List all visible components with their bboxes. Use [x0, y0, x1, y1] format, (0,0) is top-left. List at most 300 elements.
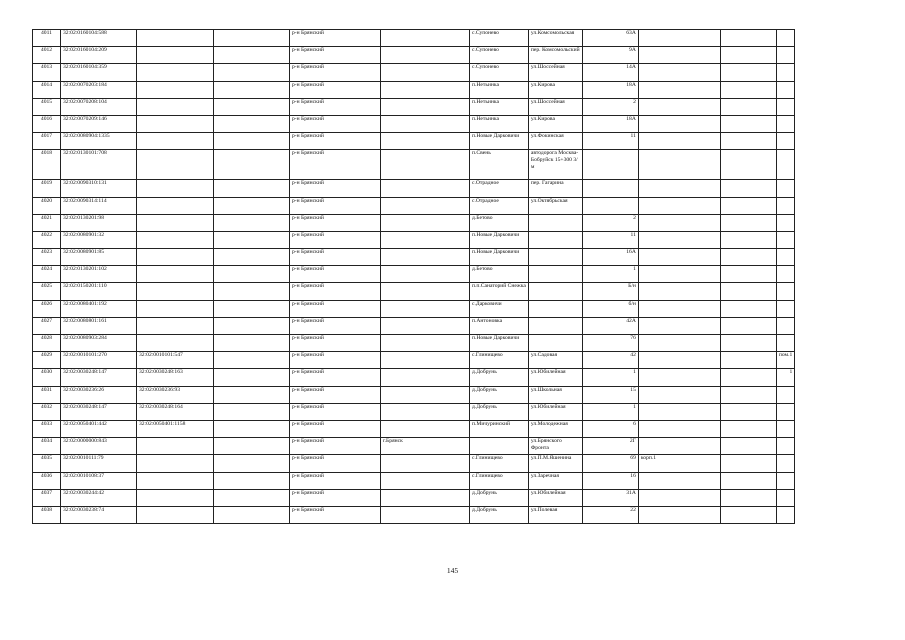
- settlement: п.Новые Дарковичи: [470, 335, 529, 352]
- building-extra: [638, 438, 720, 455]
- cadastral-number-2: [137, 438, 214, 455]
- settlement: п.Новые Дарковичи: [470, 249, 529, 266]
- row-id: 4022: [33, 231, 61, 248]
- house-number: 42А: [582, 317, 638, 334]
- district: р-н Брянский: [290, 180, 381, 197]
- empty-cell: [720, 150, 776, 180]
- house-number: 15: [582, 386, 638, 403]
- district: р-н Брянский: [290, 386, 381, 403]
- table-row: [33, 30, 795, 47]
- empty-cell: [720, 369, 776, 386]
- cadastral-number-2: [137, 231, 214, 248]
- row-id: 4033: [33, 420, 61, 437]
- building-extra: [638, 180, 720, 197]
- street: [528, 300, 582, 317]
- district: р-н Брянский: [290, 506, 381, 523]
- cadastral-number: 32:02:0030248:147: [61, 369, 137, 386]
- city: [381, 420, 470, 437]
- district: р-н Брянский: [290, 420, 381, 437]
- empty-cell: [720, 386, 776, 403]
- table-row: [33, 420, 795, 437]
- row-id: 4014: [33, 81, 61, 98]
- empty-cell: [214, 266, 290, 283]
- empty-cell: [214, 335, 290, 352]
- street: ул.Комсомольская: [528, 30, 582, 47]
- street: ул.Школьная: [528, 386, 582, 403]
- city: [381, 64, 470, 81]
- district: р-н Брянский: [290, 335, 381, 352]
- cadastral-number: 32:02:0130101:708: [61, 150, 137, 180]
- city: [381, 335, 470, 352]
- table-row: [33, 150, 795, 180]
- street: ул.Кирова: [528, 115, 582, 132]
- house-number: [582, 150, 638, 180]
- table-row: [33, 81, 795, 98]
- premises-number: [776, 47, 794, 64]
- empty-cell: [720, 214, 776, 231]
- cadastral-number-2: 32:02:0050401:1158: [137, 420, 214, 437]
- premises-number: [776, 403, 794, 420]
- cadastral-number-2: [137, 81, 214, 98]
- house-number: 2: [582, 214, 638, 231]
- district: р-н Брянский: [290, 30, 381, 47]
- district: р-н Брянский: [290, 214, 381, 231]
- empty-cell: [214, 472, 290, 489]
- house-number: 18А: [582, 115, 638, 132]
- property-register-table: [32, 29, 795, 524]
- settlement: д.Добрунь: [470, 506, 529, 523]
- cadastral-number-2: [137, 472, 214, 489]
- cadastral-number: 32:02:0150201:110: [61, 283, 137, 300]
- house-number: 2: [582, 98, 638, 115]
- table-row: [33, 506, 795, 523]
- settlement: д.Добрунь: [470, 386, 529, 403]
- empty-cell: [720, 455, 776, 472]
- house-number: 11: [582, 231, 638, 248]
- table-row: [33, 283, 795, 300]
- settlement: п.Новые Дарковичи: [470, 133, 529, 150]
- empty-cell: [214, 64, 290, 81]
- row-id: 4017: [33, 133, 61, 150]
- house-number: [582, 180, 638, 197]
- cadastral-number-2: [137, 197, 214, 214]
- empty-cell: [720, 115, 776, 132]
- table-row: [33, 438, 795, 455]
- cadastral-number: 32:02:0010111:79: [61, 455, 137, 472]
- house-number: 31А: [582, 489, 638, 506]
- empty-cell: [214, 455, 290, 472]
- table-row: [33, 197, 795, 214]
- cadastral-number-2: [137, 249, 214, 266]
- cadastral-number-2: [137, 489, 214, 506]
- building-extra: [638, 231, 720, 248]
- empty-cell: [214, 231, 290, 248]
- street: пер. Гагарина: [528, 180, 582, 197]
- premises-number: [776, 231, 794, 248]
- cadastral-number: 32:02:0130201:102: [61, 266, 137, 283]
- row-id: 4018: [33, 150, 61, 180]
- register-sheet: [32, 29, 795, 524]
- house-number: 1: [582, 369, 638, 386]
- street: ул.Брянского Фронта: [528, 438, 582, 455]
- table-row: [33, 352, 795, 369]
- cadastral-number-2: 32:02:0030248:164: [137, 403, 214, 420]
- cadastral-number-2: 32:02:0030248:163: [137, 369, 214, 386]
- empty-cell: [214, 506, 290, 523]
- empty-cell: [214, 30, 290, 47]
- empty-cell: [720, 64, 776, 81]
- empty-cell: [214, 214, 290, 231]
- cadastral-number: 32:02:0070203:184: [61, 81, 137, 98]
- table-row: [33, 489, 795, 506]
- cadastral-number: 32:02:0080401:192: [61, 300, 137, 317]
- cadastral-number: 32:02:0070209:146: [61, 115, 137, 132]
- street: [528, 335, 582, 352]
- district: р-н Брянский: [290, 317, 381, 334]
- cadastral-number-2: [137, 64, 214, 81]
- row-id: 4026: [33, 300, 61, 317]
- house-number: 18А: [582, 81, 638, 98]
- settlement: с.Супонево: [470, 64, 529, 81]
- cadastral-number-2: [137, 283, 214, 300]
- settlement: д.Добрунь: [470, 369, 529, 386]
- building-extra: [638, 489, 720, 506]
- city: [381, 300, 470, 317]
- premises-number: [776, 30, 794, 47]
- house-number: 42: [582, 352, 638, 369]
- cadastral-number: 32:02:0030236:26: [61, 386, 137, 403]
- premises-number: [776, 214, 794, 231]
- cadastral-number: 32:02:0160104:588: [61, 30, 137, 47]
- house-number: 1: [582, 266, 638, 283]
- empty-cell: [720, 47, 776, 64]
- building-extra: [638, 420, 720, 437]
- settlement: д.Добрунь: [470, 489, 529, 506]
- cadastral-number-2: [137, 214, 214, 231]
- premises-number: [776, 115, 794, 132]
- district: р-н Брянский: [290, 47, 381, 64]
- house-number: 14А: [582, 64, 638, 81]
- empty-cell: [720, 335, 776, 352]
- building-extra: [638, 214, 720, 231]
- cadastral-number: 32:02:0000000:843: [61, 438, 137, 455]
- premises-number: [776, 455, 794, 472]
- cadastral-number-2: [137, 115, 214, 132]
- row-id: 4023: [33, 249, 61, 266]
- premises-number: [776, 81, 794, 98]
- settlement: п.Свень: [470, 150, 529, 180]
- city: [381, 115, 470, 132]
- empty-cell: [214, 150, 290, 180]
- row-id: 4011: [33, 30, 61, 47]
- table-body: [33, 30, 795, 524]
- empty-cell: [720, 180, 776, 197]
- street: ул.Шоссейная: [528, 98, 582, 115]
- building-extra: [638, 300, 720, 317]
- table-row: [33, 133, 795, 150]
- street: ул.Фокинская: [528, 133, 582, 150]
- empty-cell: [720, 438, 776, 455]
- building-extra: [638, 317, 720, 334]
- building-extra: [638, 30, 720, 47]
- empty-cell: [720, 266, 776, 283]
- row-id: 4030: [33, 369, 61, 386]
- house-number: 16А: [582, 249, 638, 266]
- empty-cell: [214, 81, 290, 98]
- house-number: 1: [582, 403, 638, 420]
- house-number: 69: [582, 455, 638, 472]
- empty-cell: [214, 47, 290, 64]
- house-number: 16: [582, 472, 638, 489]
- premises-number: [776, 180, 794, 197]
- district: р-н Брянский: [290, 455, 381, 472]
- city: [381, 249, 470, 266]
- cadastral-number: 32:02:0090314:114: [61, 197, 137, 214]
- settlement: с.Отрадное: [470, 180, 529, 197]
- building-extra: [638, 266, 720, 283]
- settlement: с.Глинищево: [470, 455, 529, 472]
- empty-cell: [720, 283, 776, 300]
- settlement: с.Супонево: [470, 30, 529, 47]
- building-extra: [638, 283, 720, 300]
- row-id: 4016: [33, 115, 61, 132]
- premises-number: [776, 317, 794, 334]
- table-row: [33, 386, 795, 403]
- district: р-н Брянский: [290, 150, 381, 180]
- city: г.Брянск: [381, 438, 470, 455]
- street: [528, 249, 582, 266]
- street: ул.Садовая: [528, 352, 582, 369]
- cadastral-number-2: [137, 30, 214, 47]
- street: ул.Кирова: [528, 81, 582, 98]
- premises-number: [776, 266, 794, 283]
- house-number: 9А: [582, 47, 638, 64]
- settlement: д.Бетово: [470, 266, 529, 283]
- city: [381, 266, 470, 283]
- table-row: [33, 249, 795, 266]
- table-row: [33, 455, 795, 472]
- empty-cell: [720, 133, 776, 150]
- building-extra: [638, 81, 720, 98]
- empty-cell: [214, 180, 290, 197]
- building-extra: [638, 369, 720, 386]
- settlement: д.Добрунь: [470, 403, 529, 420]
- building-extra: корп.1: [638, 455, 720, 472]
- row-id: 4037: [33, 489, 61, 506]
- table-row: [33, 47, 795, 64]
- premises-number: [776, 472, 794, 489]
- cadastral-number: 32:02:0160104:359: [61, 64, 137, 81]
- table-row: [33, 300, 795, 317]
- district: р-н Брянский: [290, 472, 381, 489]
- premises-number: 1: [776, 369, 794, 386]
- district: р-н Брянский: [290, 403, 381, 420]
- premises-number: [776, 283, 794, 300]
- city: [381, 489, 470, 506]
- settlement: с.Глинищево: [470, 472, 529, 489]
- empty-cell: [214, 98, 290, 115]
- row-id: 4029: [33, 352, 61, 369]
- empty-cell: [720, 197, 776, 214]
- building-extra: [638, 472, 720, 489]
- settlement: с.Глинищево: [470, 352, 529, 369]
- district: р-н Брянский: [290, 369, 381, 386]
- building-extra: [638, 506, 720, 523]
- empty-cell: [214, 197, 290, 214]
- empty-cell: [214, 249, 290, 266]
- cadastral-number-2: [137, 317, 214, 334]
- city: [381, 386, 470, 403]
- street: [528, 214, 582, 231]
- empty-cell: [720, 300, 776, 317]
- table-row: [33, 403, 795, 420]
- cadastral-number-2: [137, 133, 214, 150]
- district: р-н Брянский: [290, 489, 381, 506]
- premises-number: [776, 98, 794, 115]
- district: р-н Брянский: [290, 115, 381, 132]
- empty-cell: [720, 352, 776, 369]
- building-extra: [638, 335, 720, 352]
- building-extra: [638, 386, 720, 403]
- city: [381, 352, 470, 369]
- house-number: 22: [582, 506, 638, 523]
- row-id: 4024: [33, 266, 61, 283]
- cadastral-number-2: [137, 300, 214, 317]
- row-id: 4034: [33, 438, 61, 455]
- district: р-н Брянский: [290, 231, 381, 248]
- premises-number: [776, 438, 794, 455]
- table-row: [33, 64, 795, 81]
- empty-cell: [214, 386, 290, 403]
- house-number: 2Г: [582, 438, 638, 455]
- building-extra: [638, 64, 720, 81]
- table-row: [33, 317, 795, 334]
- street: [528, 266, 582, 283]
- settlement: с.Супонево: [470, 47, 529, 64]
- city: [381, 133, 470, 150]
- premises-number: [776, 150, 794, 180]
- cadastral-number-2: [137, 98, 214, 115]
- settlement: п.п.Санаторий Снежка: [470, 283, 529, 300]
- cadastral-number: 32:02:0070208:104: [61, 98, 137, 115]
- table-row: [33, 335, 795, 352]
- city: [381, 30, 470, 47]
- city: [381, 180, 470, 197]
- empty-cell: [720, 249, 776, 266]
- empty-cell: [720, 98, 776, 115]
- empty-cell: [214, 420, 290, 437]
- premises-number: [776, 197, 794, 214]
- cadastral-number: 32:02:0090310:131: [61, 180, 137, 197]
- city: [381, 98, 470, 115]
- row-id: 4035: [33, 455, 61, 472]
- district: р-н Брянский: [290, 283, 381, 300]
- table-row: [33, 266, 795, 283]
- cadastral-number: 32:02:0080903:284: [61, 335, 137, 352]
- city: [381, 472, 470, 489]
- district: р-н Брянский: [290, 98, 381, 115]
- row-id: 4013: [33, 64, 61, 81]
- empty-cell: [214, 438, 290, 455]
- empty-cell: [214, 317, 290, 334]
- row-id: 4027: [33, 317, 61, 334]
- district: р-н Брянский: [290, 197, 381, 214]
- cadastral-number-2: [137, 455, 214, 472]
- table-row: [33, 472, 795, 489]
- building-extra: [638, 133, 720, 150]
- settlement: с.Отрадное: [470, 197, 529, 214]
- empty-cell: [214, 369, 290, 386]
- table-row: [33, 214, 795, 231]
- street: ул.Октябрьская: [528, 197, 582, 214]
- building-extra: [638, 115, 720, 132]
- building-extra: [638, 249, 720, 266]
- empty-cell: [214, 352, 290, 369]
- settlement: п.Нетьинка: [470, 81, 529, 98]
- house-number: 11: [582, 133, 638, 150]
- empty-cell: [214, 300, 290, 317]
- city: [381, 214, 470, 231]
- cadastral-number: 32:02:0030248:147: [61, 403, 137, 420]
- district: р-н Брянский: [290, 81, 381, 98]
- premises-number: [776, 420, 794, 437]
- cadastral-number: 32:02:0130201:98: [61, 214, 137, 231]
- settlement: [470, 438, 529, 455]
- street: ул.Полевая: [528, 506, 582, 523]
- cadastral-number-2: 32:02:0030236:93: [137, 386, 214, 403]
- city: [381, 47, 470, 64]
- empty-cell: [720, 506, 776, 523]
- table-row: [33, 115, 795, 132]
- settlement: п.Антоновка: [470, 317, 529, 334]
- empty-cell: [720, 403, 776, 420]
- cadastral-number: 32:02:0080801:161: [61, 317, 137, 334]
- premises-number: [776, 300, 794, 317]
- building-extra: [638, 352, 720, 369]
- district: р-н Брянский: [290, 300, 381, 317]
- cadastral-number-2: 32:02:0010101:547: [137, 352, 214, 369]
- cadastral-number: 32:02:0010101:270: [61, 352, 137, 369]
- city: [381, 197, 470, 214]
- cadastral-number: 32:02:0080904:1335: [61, 133, 137, 150]
- table-row: [33, 98, 795, 115]
- premises-number: [776, 133, 794, 150]
- row-id: 4032: [33, 403, 61, 420]
- empty-cell: [214, 283, 290, 300]
- district: р-н Брянский: [290, 438, 381, 455]
- settlement: п.Новые Дарковичи: [470, 231, 529, 248]
- house-number: 6: [582, 420, 638, 437]
- house-number: Б/н: [582, 283, 638, 300]
- district: р-н Брянский: [290, 64, 381, 81]
- house-number: [582, 197, 638, 214]
- city: [381, 369, 470, 386]
- row-id: 4015: [33, 98, 61, 115]
- district: р-н Брянский: [290, 249, 381, 266]
- settlement: д.Бетово: [470, 214, 529, 231]
- row-id: 4012: [33, 47, 61, 64]
- empty-cell: [720, 30, 776, 47]
- cadastral-number-2: [137, 150, 214, 180]
- table-row: [33, 231, 795, 248]
- cadastral-number-2: [137, 180, 214, 197]
- street: пер. Комсомольский: [528, 47, 582, 64]
- row-id: 4038: [33, 506, 61, 523]
- street: ул.Заречная: [528, 472, 582, 489]
- table-row: [33, 180, 795, 197]
- empty-cell: [214, 115, 290, 132]
- empty-cell: [720, 489, 776, 506]
